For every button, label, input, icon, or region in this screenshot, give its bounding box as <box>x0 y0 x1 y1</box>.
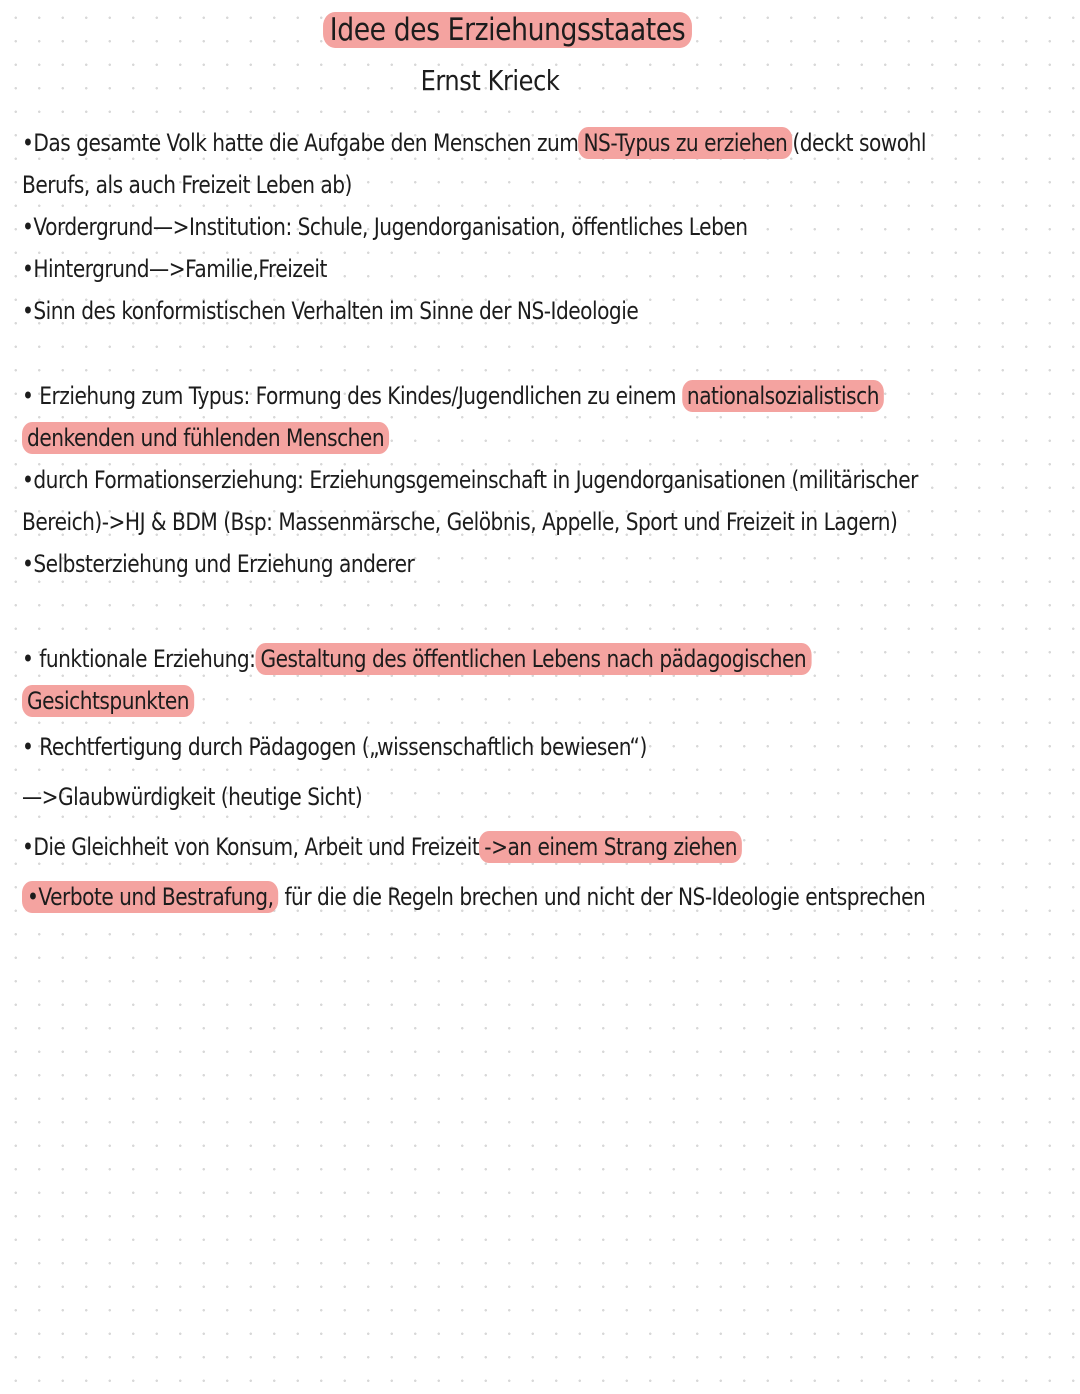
text-segment: •Das gesamte Volk hatte die Aufgabe den Menschen zum <box>22 129 579 157</box>
highlight-segment: nationalsozialistisch <box>682 380 884 412</box>
text-line: —>Glaubwürdigkeit (heutige Sicht) <box>22 783 363 811</box>
text-segment: für die die Regeln brechen und nicht der NS-Ideologie entsprechen <box>284 883 926 911</box>
text-line: •Sinn des konformistischen Verhalten im Sinne der NS-Ideologie <box>22 297 639 325</box>
page-subtitle: Ernst Krieck <box>420 64 560 97</box>
text-line <box>22 680 896 722</box>
text-line: • Rechtfertigung durch Pädagogen („wissenschaftlich bewiesen“) <box>22 733 647 761</box>
text-segment: •Die Gleichheit von Konsum, Arbeit und Freizeit <box>22 833 480 861</box>
highlight-segment: •Verbote und Bestrafung, <box>22 881 279 913</box>
highlight-segment: Gesichtspunkten <box>22 685 194 717</box>
highlight-segment: NS-Typus zu erziehen <box>578 127 792 159</box>
text-line <box>22 872 926 922</box>
highlight-segment: Gestaltung des öffentlichen Lebens nach pädagogischen <box>255 643 811 675</box>
section-erziehungsstaat <box>22 122 1062 332</box>
text-line: •Selbsterziehung und Erziehung anderer <box>22 550 415 578</box>
text-line: Berufs, als auch Freizeit Leben ab) <box>22 171 352 199</box>
highlight-segment: denkenden und fühlenden Menschen <box>22 422 389 454</box>
section-funktionale-erziehung <box>22 638 1062 922</box>
text-line <box>22 375 896 417</box>
text-line: •Vordergrund—>Institution: Schule, Jugendorganisation, öffentliches Leben <box>22 213 748 241</box>
text-line <box>22 822 896 872</box>
text-line: •Hintergrund—>Familie,Freizeit <box>22 255 327 283</box>
text-line <box>22 417 896 459</box>
title-highlight: Idee des Erziehungsstaates <box>323 12 692 48</box>
text-line <box>22 638 896 680</box>
section-typus-erziehung <box>22 375 1062 585</box>
text-line: Bereich)->HJ & BDM (Bsp: Massenmärsche, Gelöbnis, Appelle, Sport und Freizeit in Lagern) <box>22 508 898 536</box>
text-line <box>22 122 926 164</box>
text-segment: (deckt sowohl <box>792 129 926 157</box>
highlight-segment: ->an einem Strang ziehen <box>479 831 742 863</box>
page-title <box>71 12 944 48</box>
text-segment: • funktionale Erziehung: <box>22 645 256 673</box>
text-segment: • Erziehung zum Typus: Formung des Kindes/Jugendlichen zu einem <box>22 382 676 410</box>
text-line: •durch Formationserziehung: Erziehungsgemeinschaft in Jugendorganisationen (militärischer <box>22 466 918 494</box>
